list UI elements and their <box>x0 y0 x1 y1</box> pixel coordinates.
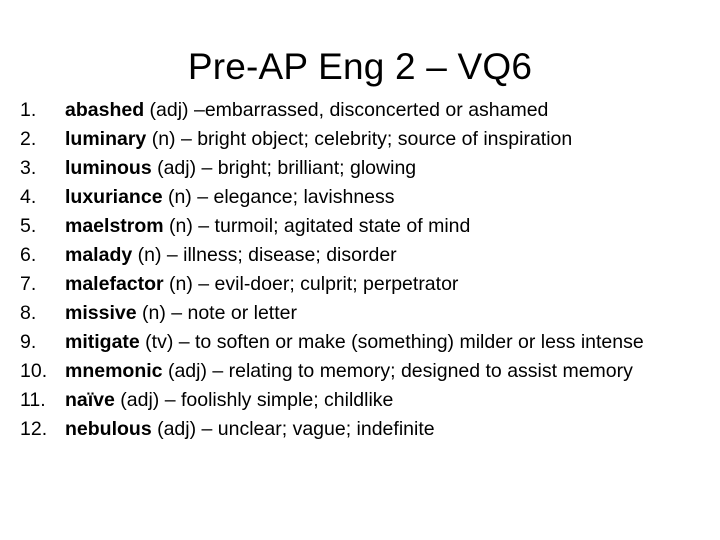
vocabulary-list <box>20 96 680 444</box>
item-number: 11. <box>20 389 46 411</box>
item-entry <box>65 299 680 328</box>
item-number: 9. <box>20 331 37 353</box>
vocab-item <box>20 415 680 444</box>
item-entry <box>65 96 680 125</box>
vocab-definition: (n) – elegance; lavishness <box>162 186 395 208</box>
vocab-definition: (n) – illness; disease; disorder <box>132 244 397 266</box>
vocab-word: mnemonic <box>65 360 163 382</box>
vocab-definition: (n) – bright object; celebrity; source of inspiration <box>146 128 573 150</box>
vocab-item <box>20 299 680 328</box>
item-number: 12. <box>20 418 48 440</box>
vocab-word: luxuriance <box>65 186 163 208</box>
vocab-word: luminous <box>65 157 152 179</box>
vocab-word: nebulous <box>65 418 152 440</box>
vocab-definition: (adj) –embarrassed, disconcerted or ashamed <box>144 99 549 121</box>
item-entry <box>65 386 680 415</box>
slide-title: Pre-AP Eng 2 – VQ6 <box>187 46 533 87</box>
item-entry <box>65 154 680 183</box>
vocab-definition: (adj) – bright; brilliant; glowing <box>151 157 417 179</box>
vocab-definition: (n) – turmoil; agitated state of mind <box>163 215 471 237</box>
item-entry <box>65 241 680 270</box>
vocab-definition: (adj) – relating to memory; designed to assist memory <box>162 360 633 382</box>
item-number: 6. <box>20 244 37 266</box>
item-number: 4. <box>20 186 37 208</box>
item-number: 2. <box>20 128 37 150</box>
item-entry <box>65 332 680 353</box>
vocab-word: luminary <box>65 128 147 150</box>
item-number: 10. <box>20 360 48 382</box>
vocab-word: missive <box>65 302 137 324</box>
vocab-definition: (tv) – to soften or make (something) milder or less intense <box>139 331 644 353</box>
vocab-word: mitigate <box>65 331 140 353</box>
vocab-word: maelstrom <box>65 215 164 237</box>
item-number: 7. <box>20 273 37 295</box>
vocab-word: abashed <box>65 99 145 121</box>
vocab-word: malady <box>65 244 133 266</box>
vocab-item <box>20 357 680 386</box>
vocab-item <box>20 154 680 183</box>
item-entry <box>65 212 680 241</box>
item-entry <box>65 415 680 444</box>
vocab-item <box>20 241 680 270</box>
item-entry <box>65 361 680 382</box>
vocab-item <box>20 328 680 357</box>
item-number: 3. <box>20 157 37 179</box>
item-number: 8. <box>20 302 37 324</box>
vocab-definition: (adj) – unclear; vague; indefinite <box>151 418 435 440</box>
vocab-item <box>20 125 680 154</box>
vocab-item <box>20 183 680 212</box>
vocab-item <box>20 270 680 299</box>
vocab-item <box>20 96 680 125</box>
vocab-definition: (n) – note or letter <box>136 302 297 324</box>
vocab-definition: (n) – evil-doer; culprit; perpetrator <box>163 273 459 295</box>
item-number: 1. <box>20 99 37 121</box>
vocab-word: naïve <box>65 389 115 411</box>
item-number: 5. <box>20 215 37 237</box>
item-entry <box>65 270 680 299</box>
item-entry <box>65 125 680 154</box>
vocab-item <box>20 386 680 415</box>
vocab-item <box>20 212 680 241</box>
item-entry <box>65 183 680 212</box>
vocab-definition: (adj) – foolishly simple; childlike <box>114 389 394 411</box>
vocab-word: malefactor <box>65 273 164 295</box>
